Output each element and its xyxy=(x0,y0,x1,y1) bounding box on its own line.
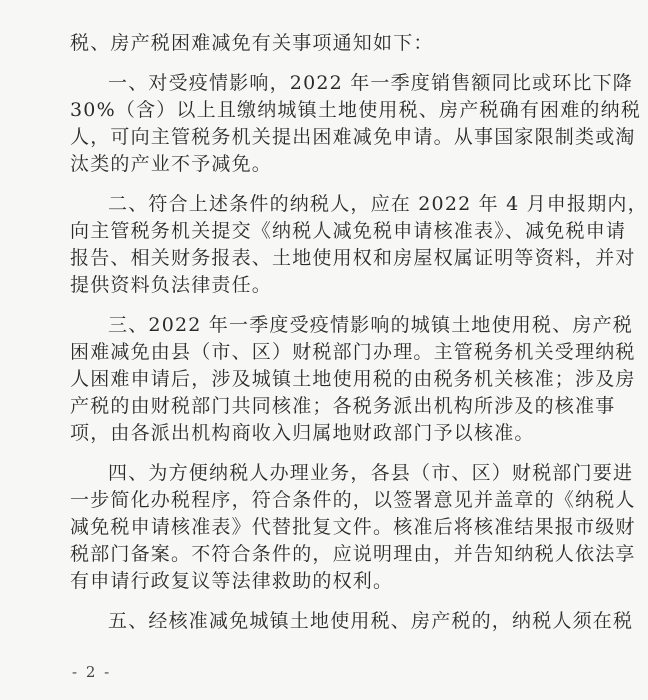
text-line: 减免税申请核准表》代替批复文件。核准后将核准结果报市级财 xyxy=(70,516,636,538)
text-line: 提供资料负法律责任。 xyxy=(70,274,273,296)
text-line: 税部门备案。不符合条件的，应说明理由，并告知纳税人依法享 xyxy=(70,543,636,565)
text-line: 五、经核准减免城镇土地使用税、房产税的，纳税人须在税 xyxy=(108,610,634,632)
text-line: 税、房产税困难减免有关事项通知如下： xyxy=(70,32,434,54)
text-line: 人困难申请后，涉及城镇土地使用税的由税务机关核准；涉及房 xyxy=(70,368,636,390)
page-number: - 2 - xyxy=(72,663,112,681)
text-line: 产税的由财税部门共同核准；各税务派出机构所涉及的核准事 xyxy=(70,395,616,417)
text-line: 二、符合上述条件的纳税人，应在 2022 年 4 月申报期内， xyxy=(108,193,648,215)
text-line: 人，可向主管税务机关提出困难减免申请。从事国家限制类或淘 xyxy=(70,126,636,148)
text-line: 一、对受疫情影响，2022 年一季度销售额同比或环比下降 xyxy=(108,72,633,94)
text-line: 一步简化办税程序，符合条件的，以签署意见并盖章的《纳税人 xyxy=(70,489,636,511)
paragraph-gap xyxy=(70,57,506,70)
text-line: 向主管税务机关提交《纳税人减免税申请核准表》、减免税申请 xyxy=(70,220,627,242)
text-line: 三、2022 年一季度受疫情影响的城镇土地使用税、房产税 xyxy=(108,314,633,336)
text-line: 四、为方便纳税人办理业务，各县（市、区）财税部门要进 xyxy=(108,462,634,484)
paragraph-gap xyxy=(70,447,506,460)
text-line: 困难减免由县（市、区）财税部门办理。主管税务机关受理纳税 xyxy=(70,341,636,363)
paragraph-5 xyxy=(70,608,634,635)
paragraph-gap xyxy=(70,299,506,312)
paragraph-gap xyxy=(70,595,506,608)
paragraph-2 xyxy=(70,191,648,299)
text-line: 30%（含）以上且缴纳城镇土地使用税、房产税确有困难的纳税 xyxy=(70,99,642,121)
text-line: 汰类的产业不予减免。 xyxy=(70,153,273,175)
paragraph-1 xyxy=(70,70,642,178)
paragraph-3 xyxy=(70,312,636,447)
paragraph-intro xyxy=(70,30,506,57)
text-line: 项，由各派出机构商收入归属地财政部门予以核准。 xyxy=(70,422,535,444)
text-line: 报告、相关财务报表、土地使用权和房屋权属证明等资料，并对 xyxy=(70,247,636,269)
paragraph-4 xyxy=(70,460,636,595)
text-line: 有申请行政复议等法律救助的权利。 xyxy=(70,570,394,592)
paragraph-gap xyxy=(70,178,506,191)
